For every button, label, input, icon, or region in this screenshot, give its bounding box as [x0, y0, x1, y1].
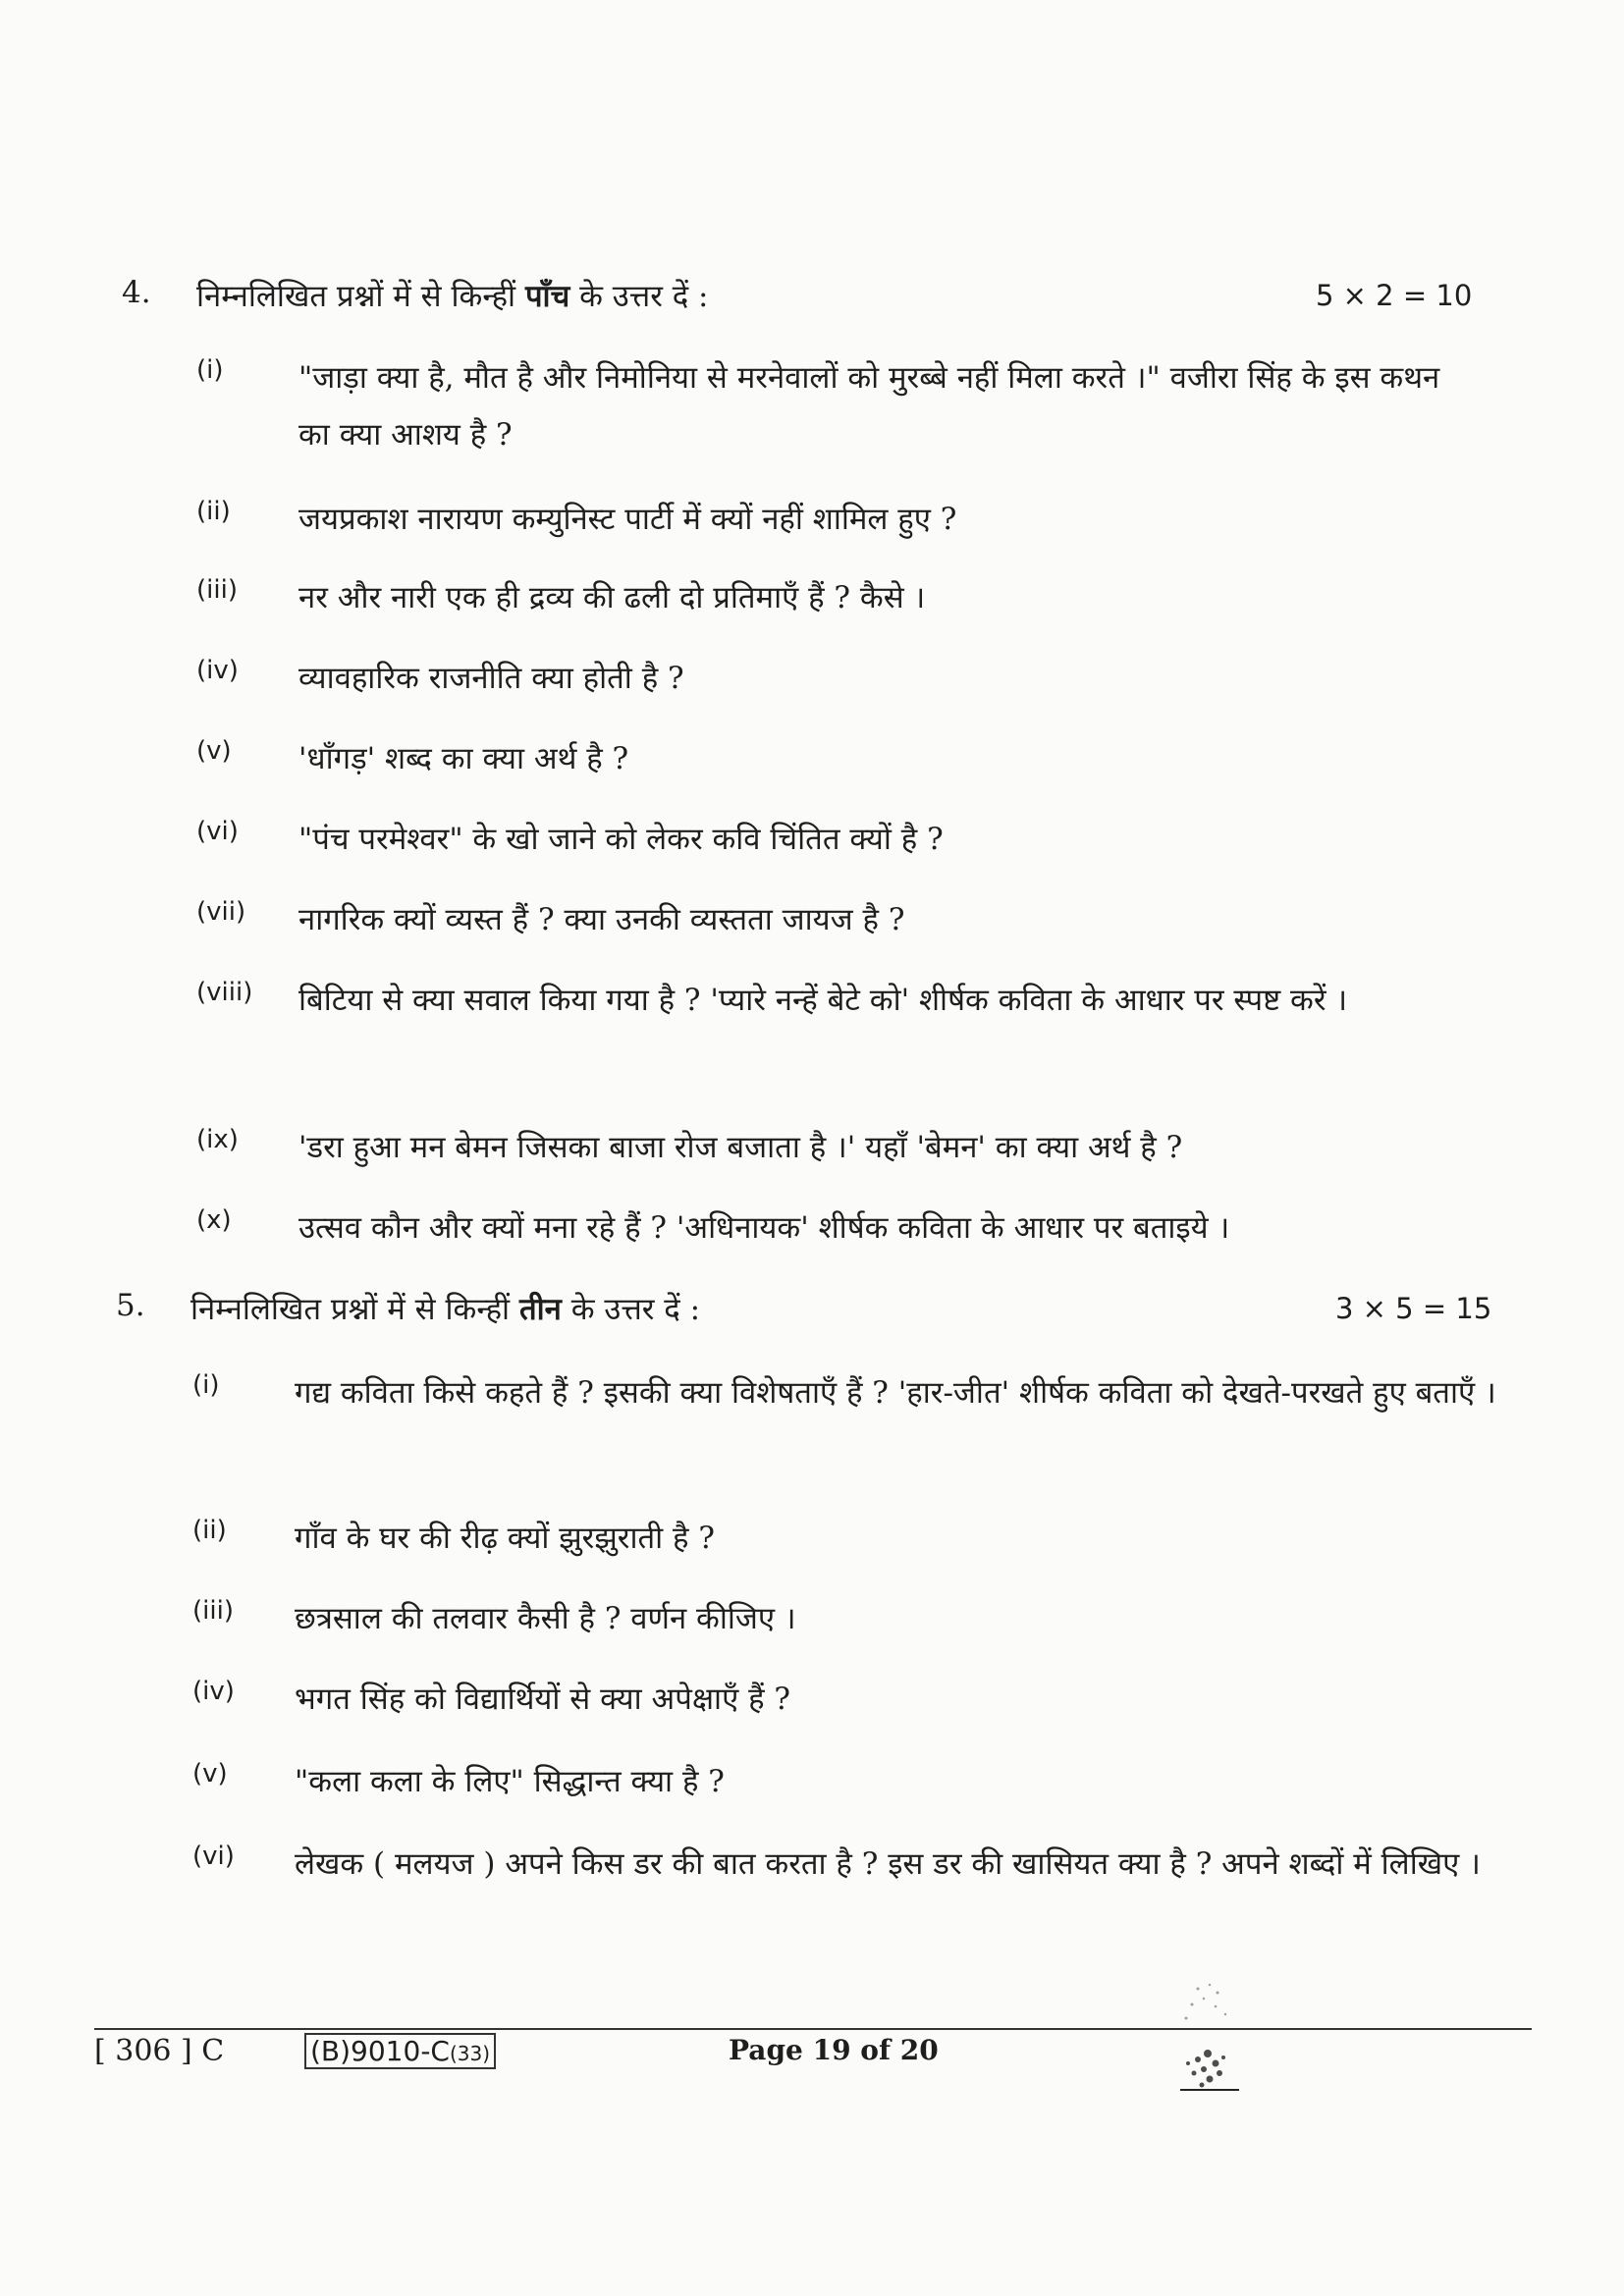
- list-item: [196, 650, 1483, 707]
- footer-code: [ 306 ] C: [94, 2034, 225, 2068]
- item-number: (v): [196, 736, 232, 766]
- list-item: [196, 811, 1483, 868]
- list-item: [196, 730, 1483, 787]
- item-text: लेखक ( मलयज ) अपने किस डर की बात करता है ? इस डर की खासियत क्या है ? अपने शब्दों में लिखिए ।: [295, 1846, 1481, 1882]
- item-text: भगत सिंह को विद्यार्थियों से क्या अपेक्षाएँ हैं ?: [295, 1682, 791, 1717]
- item-text: 'डरा हुआ मन बेमन जिसका बाजा रोज बजाता है ।' यहाँ 'बेमन' का क्या अर्थ है ?: [298, 1130, 1183, 1165]
- item-text: "जाड़ा क्या है, मौत है और निमोनिया से मरनेवालों को मुरब्बे नहीं मिला करते ।" वजीरा सिंह के इस कथन का क्या आशय है ?: [298, 360, 1440, 453]
- question-5-header: [116, 1288, 1510, 1331]
- item-text: उत्सव कौन और क्यों मना रहे हैं ? 'अधिनायक' शीर्षक कविता के आधार पर बताइये ।: [298, 1210, 1230, 1246]
- question-marks: 3 × 5 = 15: [1335, 1292, 1492, 1325]
- item-number: (i): [196, 355, 224, 385]
- item-text: 'धाँगड़' शब्द का क्या अर्थ है ?: [298, 741, 629, 776]
- list-item: [196, 491, 1483, 548]
- item-text: छत्रसाल की तलवार कैसी है ? वर्णन कीजिए ।: [295, 1601, 796, 1636]
- item-text: बिटिया से क्या सवाल किया गया है ? 'प्यारे नन्हें बेटे को' शीर्षक कविता के आधार पर स्पष्ट करें ।: [298, 983, 1348, 1018]
- page-number: Page 19 of 20: [729, 2034, 939, 2066]
- item-number: (iv): [196, 656, 239, 685]
- item-number: (ix): [196, 1125, 239, 1154]
- list-item: [196, 972, 1483, 1086]
- item-number: (vi): [192, 1842, 235, 1871]
- item-text: नागरिक क्यों व्यस्त हैं ? क्या उनकी व्यस्तता जायज है ?: [298, 902, 905, 937]
- question-instruction: निम्नलिखित प्रश्नों में से किन्हीं तीन के उत्तर दें :: [190, 1292, 701, 1327]
- item-text: गद्य कविता किसे कहते हैं ? इसकी क्या विशेषताएँ हैं ? 'हार-जीत' शीर्षक कविता को देखते-परखते हुए बताएँ ।: [295, 1375, 1496, 1411]
- item-text: "पंच परमेश्वर" के खो जाने को लेकर कवि चिंतित क्यों है ?: [298, 822, 944, 857]
- list-item: [196, 1119, 1483, 1176]
- list-item: [192, 1836, 1532, 1949]
- item-number: (vii): [196, 897, 246, 927]
- list-item: [196, 569, 1483, 626]
- question-marks: 5 × 2 = 10: [1316, 279, 1473, 312]
- list-item: [192, 1671, 1508, 1728]
- footer-divider: [94, 2028, 1532, 2030]
- question-instruction: निम्नलिखित प्रश्नों में से किन्हीं पाँच के उत्तर दें :: [196, 279, 709, 314]
- question-4-header: [122, 275, 1477, 318]
- item-number: (iv): [192, 1677, 235, 1706]
- list-item: [196, 349, 1483, 463]
- item-text: जयप्रकाश नारायण कम्युनिस्ट पार्टी में क्यों नहीं शामिल हुए ?: [298, 502, 957, 537]
- item-text: नर और नारी एक ही द्रव्य की ढली दो प्रतिमाएँ हैं ? कैसे ।: [298, 580, 926, 615]
- question-number: 4.: [122, 275, 151, 310]
- list-item: [196, 1200, 1483, 1256]
- list-item: [192, 1510, 1508, 1567]
- item-number: (ii): [196, 497, 231, 526]
- item-number: (vi): [196, 817, 239, 846]
- question-number: 5.: [116, 1288, 145, 1323]
- item-number: (x): [196, 1205, 232, 1235]
- list-item: [192, 1753, 1508, 1810]
- item-number: (ii): [192, 1516, 227, 1545]
- item-number: (v): [192, 1759, 228, 1789]
- item-text: "कला कला के लिए" सिद्धान्त क्या है ?: [295, 1764, 725, 1799]
- list-item: [192, 1364, 1508, 1478]
- stamp-smudge-icon: [1159, 1975, 1267, 2103]
- item-number: (iii): [192, 1596, 234, 1626]
- item-text: व्यावहारिक राजनीति क्या होती है ?: [298, 661, 684, 696]
- item-text: गाँव के घर की रीढ़ क्यों झुरझुराती है ?: [295, 1521, 715, 1556]
- item-number: (iii): [196, 575, 238, 605]
- item-number: (i): [192, 1370, 220, 1400]
- item-number: (viii): [196, 978, 253, 1007]
- paper-code-box: (B)9010-C(33): [304, 2034, 496, 2068]
- list-item: [192, 1590, 1508, 1647]
- list-item: [196, 891, 1483, 948]
